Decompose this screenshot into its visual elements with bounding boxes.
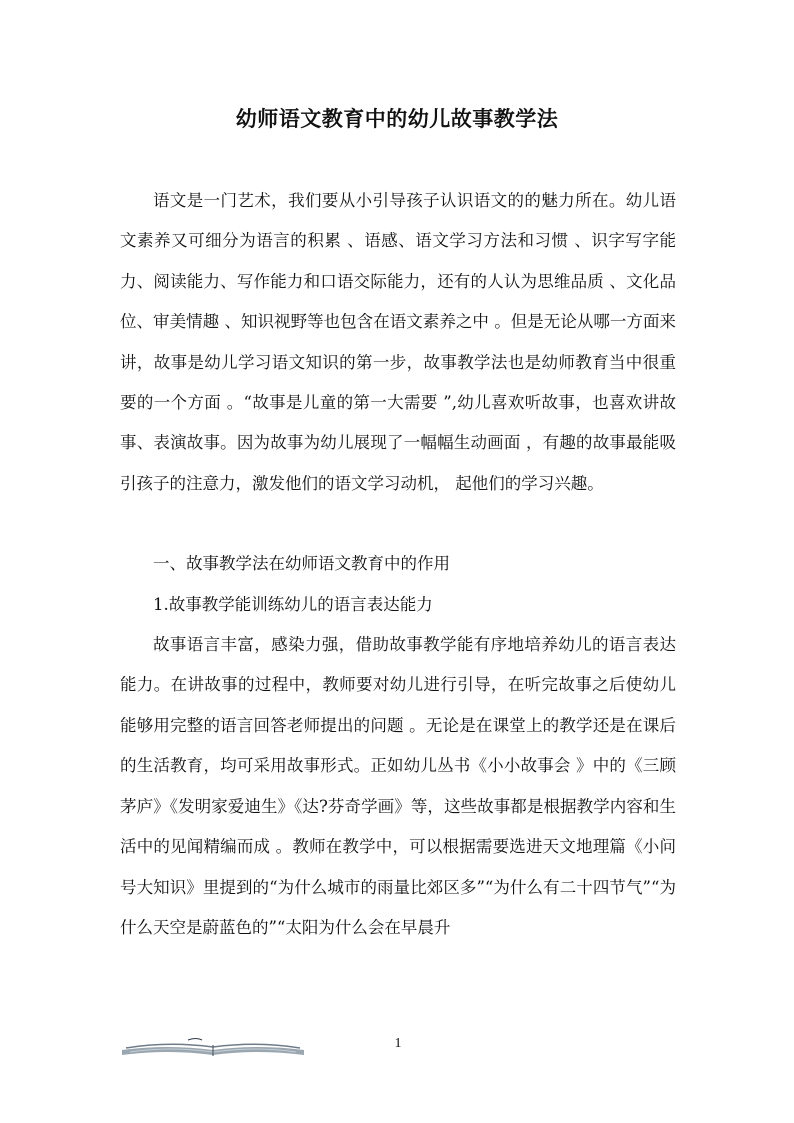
open-book-icon: [118, 1036, 308, 1058]
document-body: [120, 181, 676, 948]
document-title: 幼师语文教育中的幼儿故事教学法: [235, 106, 559, 131]
paragraph-spacer: [120, 504, 676, 544]
section-heading: 一、故事教学法在幼师语文教育中的作用: [153, 554, 450, 574]
intro-paragraph: 语文是一门艺术，我们要从小引导孩子认识语文的的魅力所在。幼儿语文素养又可细分为语言的积累 、语感、语文学习方法和习惯 、识字写字能力、阅读能力、写作能力和口语交际能力，还有的人认为思维品质 、文化品位、审美情趣 、知识视野等也包含在语文素养之中 。但是无论从哪一方面来讲，故事是幼儿学习语文知识的第一步，故事教学法也是幼师教育当中很重要的一个方面 。“故事是儿童的第一大需要 ”,幼儿喜欢听故事，也喜欢讲故事、表演故事。因为故事为幼儿展现了一幅幅生动画面 ，有趣的故事最能吸引孩子的注意力，激发他们的语文学习动机， 起他们的学习兴趣。: [120, 191, 676, 493]
subheading: 1.故事教学能训练幼儿的语言表达能力: [153, 594, 433, 614]
page-number: 1: [394, 1036, 402, 1051]
body-paragraph: 故事语言丰富，感染力强，借助故事教学能有序地培养幼儿的语言表达能力。在讲故事的过程中，教师要对幼儿进行引导，在听完故事之后使幼儿能够用完整的语言回答老师提出的问题 。无论是在课堂上的教学还是在课后的生活教育，均可采用故事形式。正如幼儿丛书《小小故事会 》中的《三顾茅庐》《发明家爱迪生》《达?芬奇学画》等，这些故事都是根据教学内容和生活中的见闻精编而成 。教师在教学中，可以根据需要选进天文地理篇《小问号大知识》里提到的“为什么城市的雨量比郊区多”“为什么有二十四节气”“为什么天空是蔚蓝色的”“太阳为什么会在早晨升: [120, 635, 676, 937]
